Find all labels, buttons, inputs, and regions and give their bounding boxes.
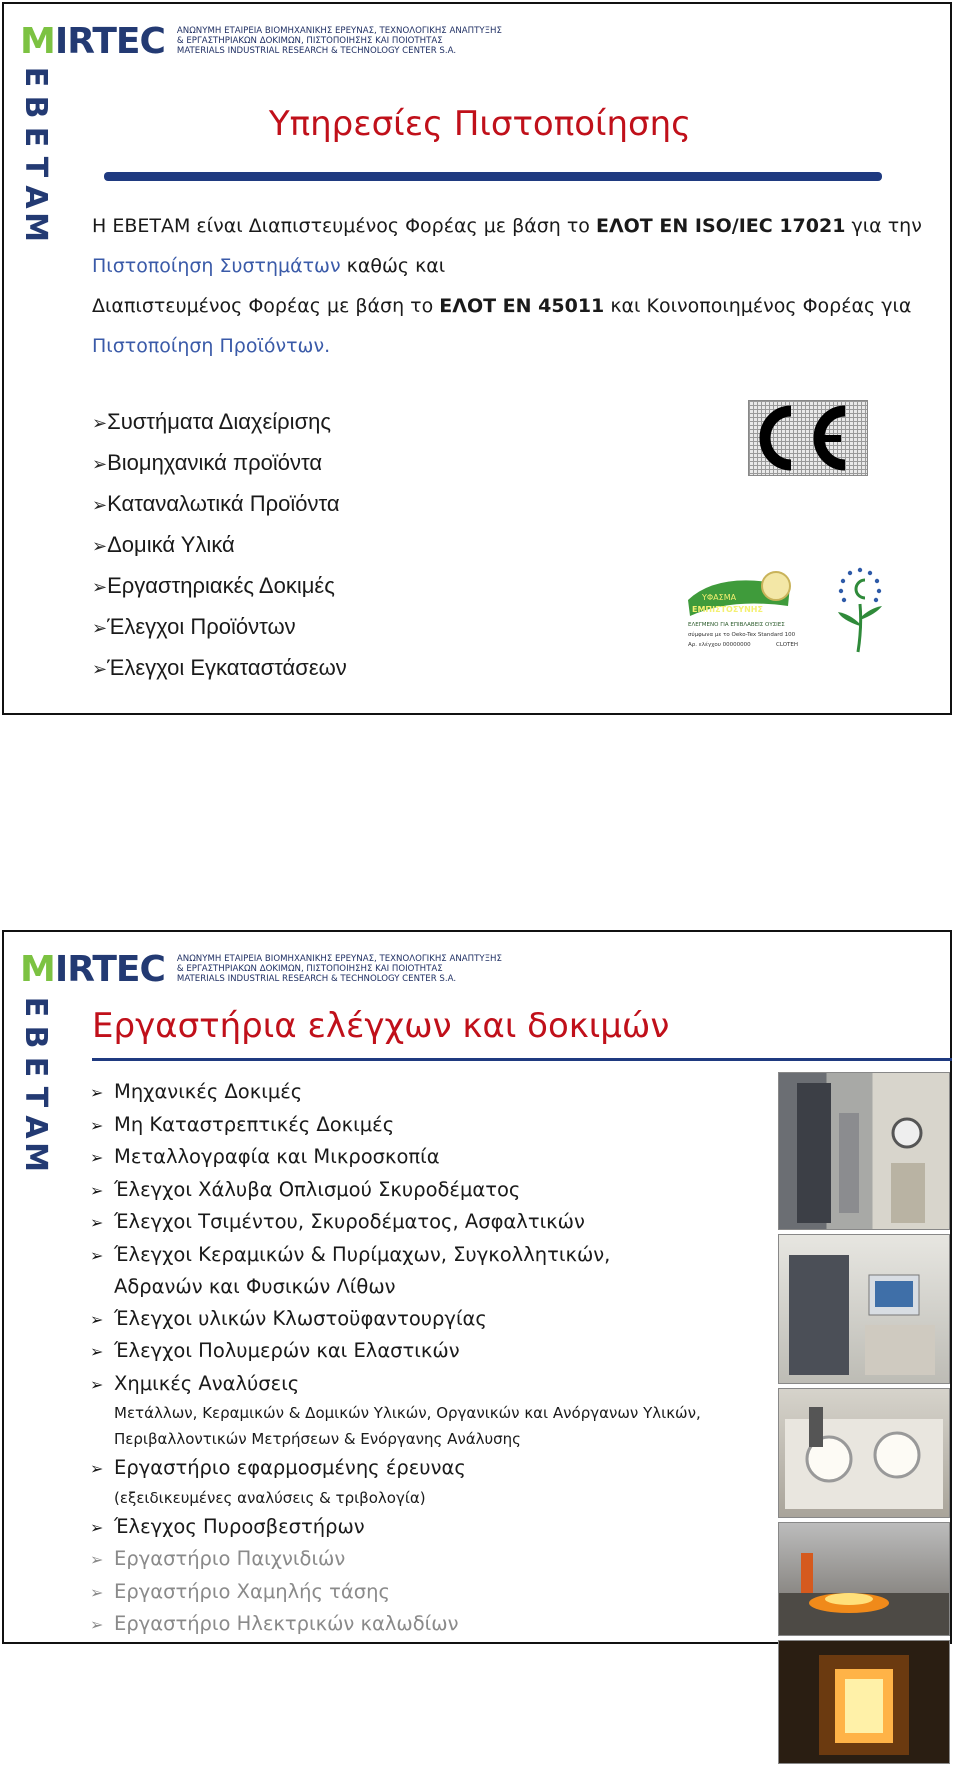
- fire-test-photo: [778, 1522, 950, 1636]
- list-item-label: Εργαστήριο εφαρμοσμένης έρευνας: [114, 1456, 466, 1479]
- arrow-bullet-icon: ➢: [90, 1582, 104, 1602]
- arrow-bullet-icon: ➢: [90, 1213, 104, 1232]
- arrow-bullet-icon: ➢: [90, 1615, 104, 1634]
- company-name: ΑΝΩΝΥΜΗ ΕΤΑΙΡΕΙΑ ΒΙΟΜΗΧΑΝΙΚΗΣ ΕΡΕΥΝΑΣ, ΤΕΧΝΟΛΟΓΙΚΗΣ ΑΝΑΠΤΥΞΗΣ & ΕΡΓΑΣΤΗΡΙΑΚΩΝ ΔΟΚΙΜΩΝ, ΠΙΣΤΟΠΟΙΗΣΗΣ ΚΑΙ ΠΟΙΟΤΗΤΑΣ MATERIALS INDUSTRIAL RESEARCH & TECHNOLOGY CENTER S.A.: [176, 26, 502, 56]
- list-item-label: Εργαστήριο Χαμηλής τάσης: [114, 1579, 390, 1603]
- title-underline: [92, 1058, 952, 1061]
- list-item: ➢Εργαστηριακές Δοκιμές: [92, 573, 335, 598]
- ebetam-vertical-logo: E B E T A M: [18, 996, 53, 1172]
- arrow-bullet-icon: ➢: [92, 577, 108, 597]
- list-item: [90, 1335, 730, 1368]
- svg-text:ΥΦΑΣΜΑ: ΥΦΑΣΜΑ: [702, 593, 737, 602]
- list-item-label: Εργαστήριο Ηλεκτρικών καλωδίων: [114, 1612, 459, 1635]
- mirtec-wordmark: MIRTEC: [20, 21, 165, 62]
- services-list: [92, 402, 347, 689]
- arrow-bullet-icon: ➢: [90, 1342, 104, 1361]
- mirtec-logo: [20, 21, 502, 62]
- list-item-label: Μη Καταστρεπτικές Δοκιμές: [114, 1112, 395, 1136]
- list-item: ➢Έλεγχοι Εγκαταστάσεων: [92, 655, 347, 680]
- list-item: [90, 1576, 730, 1609]
- list-item-label: Έλεγχοι Κεραμικών & Πυρίμαχων, Συγκολλητικών,: [114, 1242, 611, 1266]
- list-item-label: Μεταλλογραφία και Μικροσκοπία: [114, 1145, 440, 1168]
- list-item: [90, 1452, 730, 1485]
- arrow-bullet-icon: ➢: [92, 454, 108, 474]
- arrow-bullet-icon: ➢: [90, 1180, 104, 1200]
- list-item-label: Έλεγχος Πυροσβεστήρων: [114, 1514, 365, 1538]
- svg-text:CLOTEH: CLOTEH: [776, 642, 799, 648]
- list-item-label: Έλεγχοι υλικών Κλωστοϋφαντουργίας: [114, 1306, 487, 1330]
- eu-ecolabel-flower-icon: [832, 564, 888, 654]
- arrow-bullet-icon: ➢: [90, 1459, 104, 1478]
- list-item: ➢Καταναλωτικά Προϊόντα: [92, 491, 340, 516]
- oeko-tex-label-icon: [680, 564, 810, 654]
- testing-machine-photo: [778, 1072, 950, 1230]
- arrow-bullet-icon: ➢: [92, 495, 108, 515]
- list-item-label: Εργαστήριο Παιχνιδιών: [114, 1547, 346, 1570]
- list-item-label: Μηχανικές Δοκιμές: [114, 1080, 303, 1103]
- arrow-bullet-icon: ➢: [92, 413, 108, 433]
- arrow-bullet-icon: ➢: [90, 1148, 104, 1167]
- arrow-bullet-icon: ➢: [90, 1083, 104, 1102]
- mirtec-logo: [20, 949, 502, 990]
- list-item: [90, 1368, 730, 1401]
- ebetam-vertical-logo: E B E T A M: [18, 66, 53, 242]
- ce-mark-icon: [748, 400, 868, 476]
- list-item-detail: (εξειδικευμένες αναλύσεις & τριβολογία): [114, 1488, 426, 1507]
- list-item-detail: Περιβαλλοντικών Μετρήσεων & Ενόργανης Ανάλυσης: [114, 1430, 521, 1448]
- list-item: [90, 1174, 730, 1207]
- list-item: ➢Έλεγχοι Προϊόντων: [92, 614, 296, 639]
- list-item-label: Έλεγχοι Τσιμέντου, Σκυροδέματος, Ασφαλτικών: [114, 1210, 585, 1233]
- arrow-bullet-icon: ➢: [90, 1550, 104, 1569]
- slide2-title: Εργαστήρια ελέγχων και δοκιμών: [92, 1006, 670, 1046]
- list-item: [90, 1303, 730, 1336]
- list-item: [90, 1239, 730, 1272]
- list-item-label: Χημικές Αναλύσεις: [114, 1371, 300, 1395]
- arrow-bullet-icon: ➢: [90, 1245, 104, 1265]
- list-item: [90, 1608, 730, 1641]
- svg-text:ΕΛΕΓΜΕΝΟ ΓΙΑ ΕΠΙΒΛΑΒΕΙΣ ΟΥΣΙΕΣ: ΕΛΕΓΜΕΝΟ ΓΙΑ ΕΠΙΒΛΑΒΕΙΣ ΟΥΣΙΕΣ: [688, 622, 785, 628]
- abrasion-tester-photo: [778, 1388, 950, 1518]
- arrow-bullet-icon: ➢: [90, 1115, 104, 1135]
- company-name: ΑΝΩΝΥΜΗ ΕΤΑΙΡΕΙΑ ΒΙΟΜΗΧΑΝΙΚΗΣ ΕΡΕΥΝΑΣ, ΤΕΧΝΟΛΟΓΙΚΗΣ ΑΝΑΠΤΥΞΗΣ & ΕΡΓΑΣΤΗΡΙΑΚΩΝ ΔΟΚΙΜΩΝ, ΠΙΣΤΟΠΟΙΗΣΗΣ ΚΑΙ ΠΟΙΟΤΗΤΑΣ MATERIALS INDUSTRIAL RESEARCH & TECHNOLOGY CENTER S.A.: [176, 954, 502, 984]
- arrow-bullet-icon: ➢: [90, 1309, 104, 1329]
- svg-text:σύμφωνα με το Oeko-Tex Standar: σύμφωνα με το Oeko-Tex Standard 100: [688, 632, 796, 638]
- list-item: [90, 1109, 730, 1142]
- list-item: [90, 1076, 730, 1109]
- svg-text:ΕΜΠΙΣΤΟΣΥΝΗΣ: ΕΜΠΙΣΤΟΣΥΝΗΣ: [692, 605, 763, 614]
- arrow-bullet-icon: ➢: [90, 1374, 104, 1394]
- laboratories-list: [90, 1076, 730, 1641]
- svg-text:Αρ. ελέγχου 00000000: Αρ. ελέγχου 00000000: [688, 642, 751, 648]
- title-underline: [104, 172, 882, 181]
- lab-photos: [778, 1072, 950, 1768]
- list-item: ➢Συστήματα Διαχείρισης: [92, 409, 331, 434]
- list-item-continuation: Αδρανών και Φυσικών Λίθων: [114, 1275, 396, 1298]
- mirtec-wordmark: MIRTEC: [20, 949, 165, 990]
- list-item: [90, 1206, 730, 1239]
- furnace-photo: [778, 1640, 950, 1764]
- list-item: ➢Δομικά Υλικά: [92, 532, 235, 557]
- list-item: [90, 1511, 730, 1544]
- arrow-bullet-icon: ➢: [92, 536, 108, 556]
- arrow-bullet-icon: ➢: [90, 1517, 104, 1537]
- intro-paragraph: Η ΕΒΕΤΑΜ είναι Διαπιστευμένος Φορέας με βάση το ΕΛΟΤ ΕΝ ISO/IEC 17021 για την Πιστοποίηση Συστημάτων καθώς και Διαπιστευμένος Φορέας με βάση το ΕΛΟΤ ΕΝ 45011 και Κοινοποιημένος Φορέας για Πιστοποίηση Προϊόντων.: [92, 215, 922, 357]
- list-item: ➢Βιομηχανικά προϊόντα: [92, 450, 323, 475]
- lab-equipment-photo: [778, 1234, 950, 1384]
- list-item-detail: Μετάλλων, Κεραμικών & Δομικών Υλικών, Οργανικών και Ανόργανων Υλικών,: [114, 1404, 701, 1422]
- arrow-bullet-icon: ➢: [92, 618, 108, 638]
- list-item-label: Έλεγχοι Πολυμερών και Ελαστικών: [114, 1339, 460, 1362]
- list-item-label: Έλεγχοι Χάλυβα Οπλισμού Σκυροδέματος: [114, 1177, 521, 1201]
- arrow-bullet-icon: ➢: [92, 659, 108, 679]
- slide1-title: Υπηρεσίες Πιστοποίησης: [268, 104, 692, 144]
- list-item: [90, 1543, 730, 1576]
- list-item: [90, 1141, 730, 1174]
